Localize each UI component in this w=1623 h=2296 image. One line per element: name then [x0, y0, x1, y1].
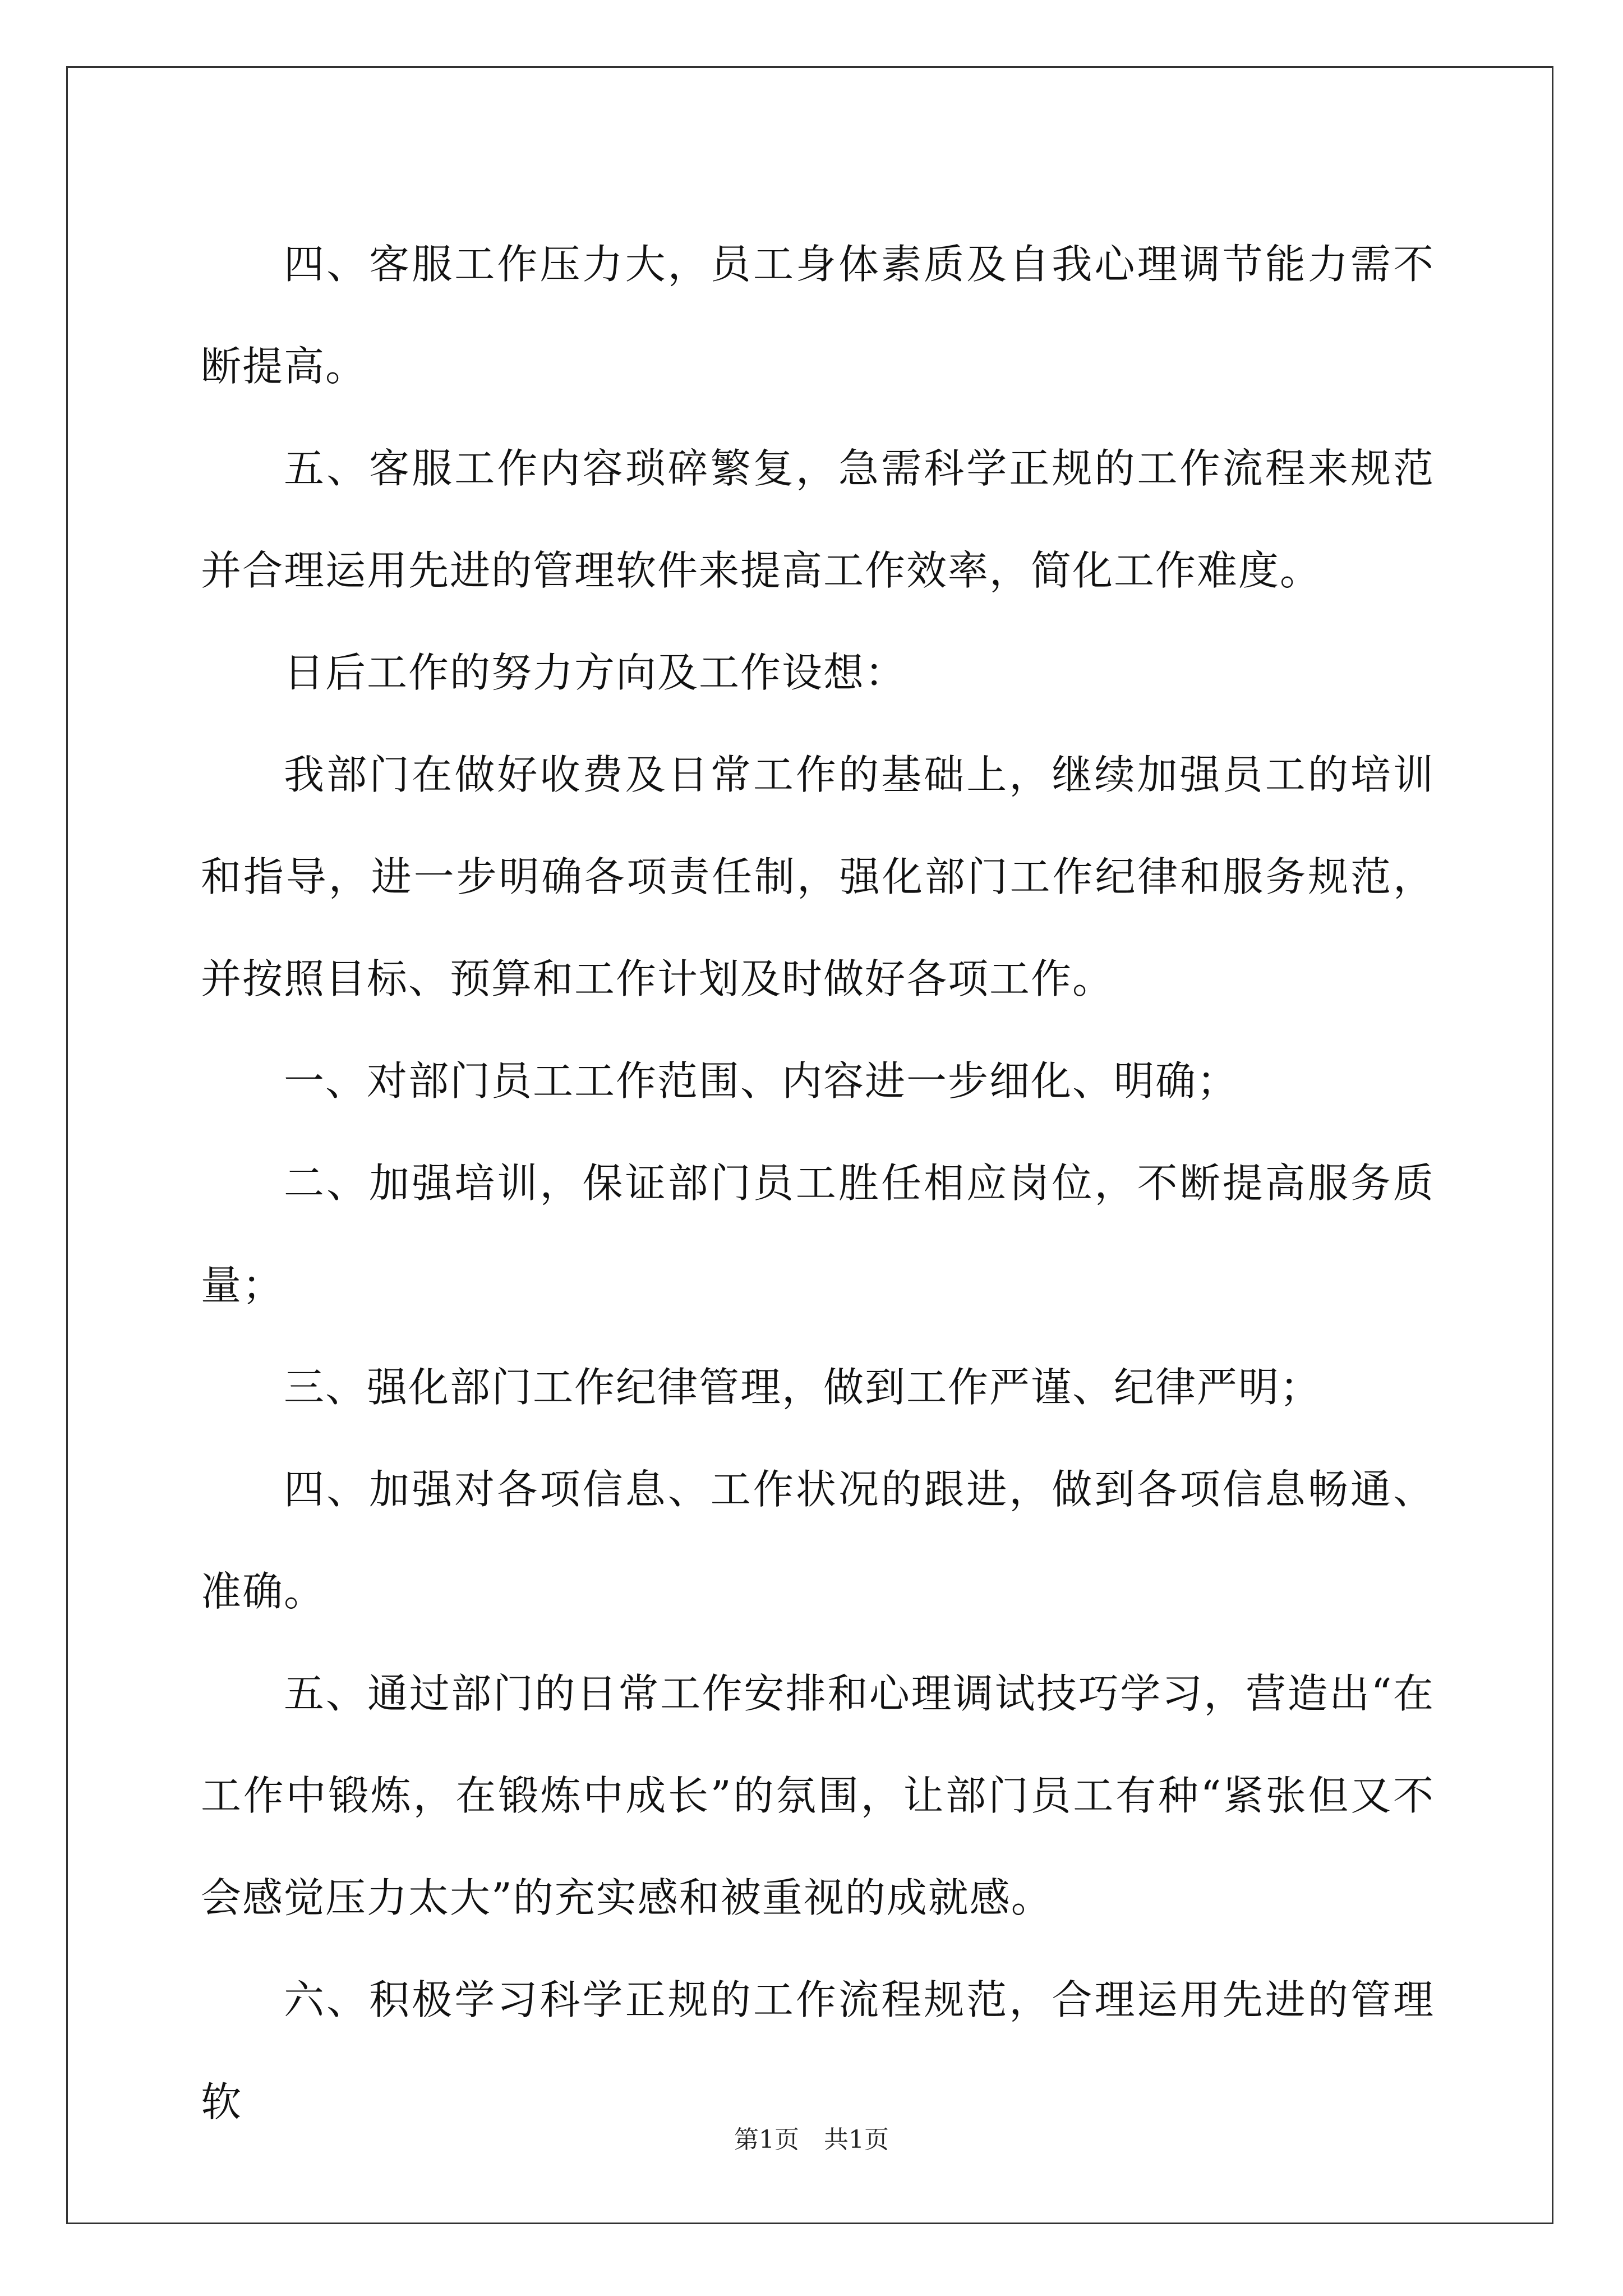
paragraph: 三、强化部门工作纪律管理，做到工作严谨、纪律严明； — [284, 1364, 1322, 1411]
paragraph: 五、客服工作内容琐碎繁复，急需科学正规的工作流程来规范并合理运用先进的管理软件来提高工作效率，简化工作难度。 — [201, 445, 1435, 594]
paragraph: 二、加强培训，保证部门员工胜任相应岗位，不断提高服务质量； — [201, 1159, 1435, 1309]
paragraph: 六、积极学习科学正规的工作流程规范，合理运用先进的管理软 — [201, 1976, 1435, 2125]
paragraph: 四、客服工作压力大，员工身体素质及自我心理调节能力需不断提高。 — [201, 241, 1435, 390]
paragraph: 五、通过部门的日常工作安排和心理调试技巧学习，营造出“在工作中锻炼，在锻炼中成长”的氛围，让部门员工有种“紧张但又不会感觉压力太大”的充实感和被重视的成就感。 — [201, 1670, 1435, 1921]
paragraph: 四、加强对各项信息、工作状况的跟进，做到各项信息畅通、准确。 — [201, 1466, 1435, 1615]
document-body — [201, 213, 1435, 2153]
paragraph: 日后工作的努力方向及工作设想： — [284, 649, 907, 696]
paragraph: 一、对部门员工工作范围、内容进一步细化、明确； — [284, 1057, 1239, 1105]
page-number-footer: 第1页 共1页 — [734, 2125, 889, 2154]
paragraph: 我部门在做好收费及日常工作的基础上，继续加强员工的培训和指导，进一步明确各项责任制，强化部门工作纪律和服务规范，并按照目标、预算和工作计划及时做好各项工作。 — [201, 751, 1435, 1002]
